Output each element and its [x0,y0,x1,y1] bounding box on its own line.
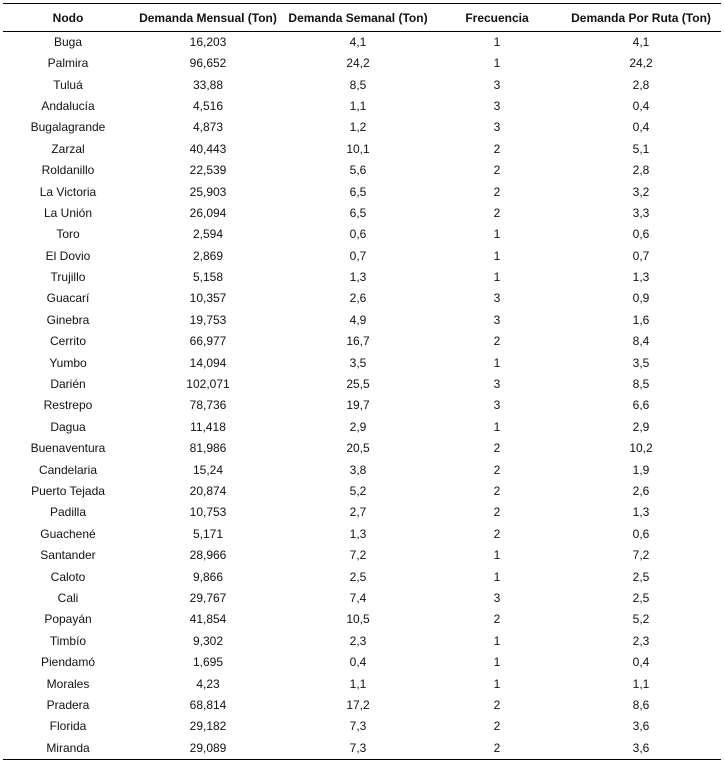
demand-table-container [3,3,721,760]
table-row [3,374,721,395]
table-row [3,160,721,181]
cell-demanda-semanal: 10,1 [346,141,370,156]
cell-frecuencia: 3 [493,120,501,135]
cell-demanda-mensual: 4,23 [196,676,220,691]
cell-frecuencia: 3 [493,77,501,92]
cell-demanda-mensual: 66,977 [189,334,227,349]
cell-frecuencia: 3 [493,312,501,327]
cell-frecuencia: 2 [493,719,501,734]
cell-nodo: Roldanillo [41,163,95,178]
cell-demanda-por-ruta: 3,2 [632,184,650,199]
cell-demanda-semanal: 3,5 [349,355,367,370]
cell-frecuencia: 1 [493,633,501,648]
cell-frecuencia: 2 [493,505,501,520]
table-row [3,481,721,502]
cell-demanda-por-ruta: 0,6 [632,227,650,242]
cell-demanda-semanal: 7,3 [349,719,367,734]
cell-demanda-mensual: 25,903 [189,184,227,199]
cell-frecuencia: 1 [493,355,501,370]
cell-demanda-mensual: 2,594 [192,227,224,242]
cell-demanda-semanal: 3,8 [349,462,367,477]
cell-demanda-mensual: 102,071 [186,377,230,392]
table-row [3,53,721,74]
table-row [3,395,721,416]
cell-nodo: Popayán [44,612,92,627]
cell-demanda-por-ruta: 0,7 [632,248,650,263]
cell-demanda-semanal: 1,3 [349,270,367,285]
cell-frecuencia: 1 [493,548,501,563]
cell-frecuencia: 2 [493,526,501,541]
table-row [3,117,721,138]
cell-demanda-semanal: 2,3 [349,633,367,648]
cell-nodo: Cali [57,590,79,605]
cell-frecuencia: 1 [493,569,501,584]
cell-nodo: Ginebra [46,312,90,327]
cell-frecuencia: 1 [493,676,501,691]
cell-demanda-por-ruta: 1,3 [632,505,650,520]
cell-frecuencia: 3 [493,398,501,413]
cell-demanda-mensual: 68,814 [189,697,227,712]
header-demanda-mensual: Demanda Mensual (Ton) [133,4,283,32]
cell-demanda-mensual: 5,171 [192,526,224,541]
cell-nodo: Darién [50,377,86,392]
table-row [3,524,721,545]
table-row [3,716,721,737]
table-row [3,673,721,694]
cell-frecuencia: 3 [493,98,501,113]
table-row [3,74,721,95]
cell-nodo: El Dovio [45,248,91,263]
cell-demanda-semanal: 1,3 [349,526,367,541]
cell-nodo: Buenaventura [30,441,106,456]
cell-demanda-semanal: 1,1 [349,676,367,691]
cell-demanda-mensual: 29,182 [189,719,227,734]
cell-nodo: La Victoria [39,184,97,199]
cell-demanda-por-ruta: 10,2 [629,441,653,456]
table-row [3,139,721,160]
cell-demanda-por-ruta: 3,5 [632,355,650,370]
table-row [3,459,721,480]
table-row [3,566,721,587]
cell-demanda-por-ruta: 7,2 [632,548,650,563]
cell-demanda-semanal: 19,7 [346,398,370,413]
cell-demanda-por-ruta: 4,1 [632,35,650,49]
cell-demanda-mensual: 19,753 [189,312,227,327]
table-row [3,203,721,224]
header-nodo: Nodo [3,4,133,32]
table-row [3,96,721,117]
cell-demanda-mensual: 4,516 [192,98,224,113]
cell-demanda-por-ruta: 2,5 [632,590,650,605]
cell-demanda-por-ruta: 3,6 [632,719,650,734]
cell-demanda-semanal: 4,1 [349,35,367,49]
cell-frecuencia: 2 [493,205,501,220]
cell-demanda-por-ruta: 2,8 [632,77,650,92]
cell-demanda-mensual: 28,966 [189,548,227,563]
cell-nodo: Guacarí [46,291,90,306]
cell-frecuencia: 3 [493,291,501,306]
cell-demanda-mensual: 16,203 [189,35,227,49]
table-header [3,4,721,32]
table-row [3,609,721,630]
cell-demanda-semanal: 2,9 [349,419,367,434]
cell-nodo: Santander [40,548,96,563]
cell-frecuencia: 2 [493,462,501,477]
cell-demanda-por-ruta: 1,1 [632,676,650,691]
cell-demanda-mensual: 81,986 [189,441,227,456]
table-row [3,545,721,566]
cell-demanda-mensual: 20,874 [189,484,227,498]
cell-frecuencia: 1 [493,56,501,71]
cell-demanda-por-ruta: 1,3 [632,270,650,285]
header-row [3,4,721,32]
cell-demanda-mensual: 11,418 [190,419,226,434]
cell-demanda-mensual: 78,736 [189,398,227,413]
header-demanda-semanal: Demanda Semanal (Ton) [283,4,433,32]
table-row [3,695,721,716]
cell-frecuencia: 3 [493,590,501,605]
cell-demanda-semanal: 24,2 [346,56,370,71]
header-demanda-por-ruta: Demanda Por Ruta (Ton) [561,4,721,32]
cell-demanda-semanal: 0,7 [349,248,367,263]
cell-nodo: Guachené [40,526,96,541]
cell-nodo: Miranda [3,738,133,760]
cell-nodo: Cerrito [49,334,86,349]
table-row [3,288,721,309]
cell-demanda-por-ruta: 0,4 [632,120,650,135]
cell-demanda-por-ruta: 2,5 [632,569,650,584]
cell-demanda-semanal: 0,4 [349,655,367,670]
cell-nodo: Toro [56,227,80,242]
cell-nodo: Buga [53,35,83,49]
cell-demanda-semanal: 17,2 [346,697,370,712]
cell-nodo: Pradera [46,697,90,712]
cell-frecuencia: 1 [493,248,501,263]
cell-demanda-semanal: 20,5 [346,441,370,456]
cell-demanda-mensual: 29,089 [133,738,283,760]
cell-nodo: Yumbo [49,355,87,370]
cell-demanda-mensual: 26,094 [189,205,227,220]
cell-frecuencia: 1 [493,419,501,434]
cell-frecuencia: 2 [493,141,501,156]
cell-nodo: Bugalagrande [30,120,106,135]
cell-demanda-por-ruta: 1,9 [632,462,650,477]
table-row [3,652,721,673]
cell-demanda-mensual: 5,158 [192,270,224,285]
cell-nodo: La Unión [43,205,93,220]
cell-frecuencia: 2 [493,441,501,456]
cell-demanda-semanal: 8,5 [349,77,367,92]
cell-demanda-semanal: 16,7 [346,334,370,349]
cell-demanda-semanal: 25,5 [346,377,370,392]
cell-frecuencia: 1 [493,655,501,670]
cell-demanda-semanal: 5,2 [349,484,367,498]
cell-demanda-mensual: 22,539 [189,163,227,178]
table-row [3,310,721,331]
cell-nodo: Dagua [50,419,86,434]
cell-demanda-mensual: 1,695 [192,655,224,670]
cell-nodo: Piendamó [40,655,96,670]
cell-demanda-mensual: 14,094 [189,355,227,370]
cell-demanda-semanal: 2,7 [349,505,367,520]
table-row [3,438,721,459]
demand-table [3,3,721,760]
cell-demanda-por-ruta: 5,2 [632,612,650,627]
header-frecuencia: Frecuencia [433,4,561,32]
cell-demanda-mensual: 29,767 [189,590,227,605]
cell-demanda-semanal: 0,6 [349,227,367,242]
cell-demanda-mensual: 40,443 [189,141,227,156]
table-row [3,417,721,438]
cell-nodo: Padilla [49,505,87,520]
table-row [3,331,721,352]
cell-frecuencia: 2 [493,163,501,178]
cell-demanda-semanal: 5,6 [349,163,367,178]
cell-demanda-semanal: 4,9 [349,312,367,327]
cell-demanda-semanal: 6,5 [349,184,367,199]
cell-demanda-por-ruta: 5,1 [632,141,650,156]
cell-demanda-por-ruta: 2,6 [632,484,650,498]
cell-demanda-semanal: 1,2 [349,120,367,135]
cell-demanda-por-ruta: 0,9 [632,291,650,306]
table-row [3,631,721,652]
cell-frecuencia: 1 [493,35,501,49]
cell-demanda-mensual: 2,869 [192,248,224,263]
cell-demanda-mensual: 41,854 [189,612,227,627]
table-row [3,181,721,202]
cell-frecuencia: 2 [493,484,501,498]
cell-frecuencia: 3 [493,377,501,392]
cell-nodo: Florida [49,719,87,734]
cell-demanda-por-ruta: 8,6 [632,697,650,712]
cell-frecuencia: 1 [493,270,501,285]
cell-demanda-por-ruta: 1,6 [632,312,650,327]
cell-frecuencia: 2 [493,334,501,349]
table-row [3,352,721,373]
cell-demanda-semanal: 6,5 [349,205,367,220]
cell-nodo: Tuluá [53,77,83,92]
cell-demanda-semanal: 2,6 [349,291,367,306]
cell-nodo: Palmira [47,56,89,71]
cell-demanda-por-ruta: 6,6 [632,398,650,413]
cell-demanda-por-ruta: 2,9 [632,419,650,434]
table-body [3,32,721,760]
cell-nodo: Puerto Tejada [31,484,105,498]
cell-nodo: Timbío [49,633,87,648]
table-row [3,224,721,245]
cell-demanda-por-ruta: 2,3 [632,633,650,648]
cell-demanda-por-ruta: 3,3 [632,205,650,220]
cell-nodo: Trujillo [50,270,86,285]
cell-demanda-semanal: 1,1 [349,98,367,113]
cell-demanda-semanal: 2,5 [349,569,367,584]
cell-nodo: Caloto [50,569,86,584]
cell-frecuencia: 2 [493,612,501,627]
cell-demanda-por-ruta: 0,4 [632,655,650,670]
table-row [3,267,721,288]
cell-demanda-mensual: 15,24 [192,462,224,477]
cell-demanda-mensual: 10,753 [189,505,227,520]
cell-nodo: Andalucía [41,98,95,113]
cell-demanda-mensual: 4,873 [192,120,224,135]
cell-nodo: Zarzal [51,141,85,156]
table-row [3,32,721,54]
cell-demanda-mensual: 10,357 [189,291,227,306]
cell-demanda-mensual: 9,302 [192,633,224,648]
cell-nodo: Morales [46,676,90,691]
cell-demanda-por-ruta: 0,4 [632,98,650,113]
cell-nodo: Candelaria [38,462,98,477]
table-row [3,588,721,609]
cell-nodo: Restrepo [43,398,93,413]
cell-demanda-por-ruta: 3,6 [561,738,721,760]
table-row [3,738,721,760]
table-row [3,246,721,267]
cell-demanda-semanal: 7,3 [283,738,433,760]
cell-frecuencia: 2 [493,697,501,712]
cell-demanda-mensual: 96,652 [189,56,227,71]
cell-frecuencia: 1 [493,227,501,242]
cell-demanda-por-ruta: 8,5 [632,377,650,392]
cell-demanda-mensual: 33,88 [192,77,224,92]
cell-frecuencia: 2 [433,738,561,760]
cell-demanda-mensual: 9,866 [192,569,224,584]
cell-demanda-semanal: 10,5 [346,612,370,627]
table-row [3,502,721,523]
cell-demanda-por-ruta: 0,6 [632,526,650,541]
cell-frecuencia: 2 [493,184,501,199]
cell-demanda-semanal: 7,2 [349,548,367,563]
cell-demanda-por-ruta: 2,8 [632,163,650,178]
cell-demanda-por-ruta: 24,2 [629,56,653,71]
cell-demanda-semanal: 7,4 [349,590,367,605]
cell-demanda-por-ruta: 8,4 [632,334,650,349]
